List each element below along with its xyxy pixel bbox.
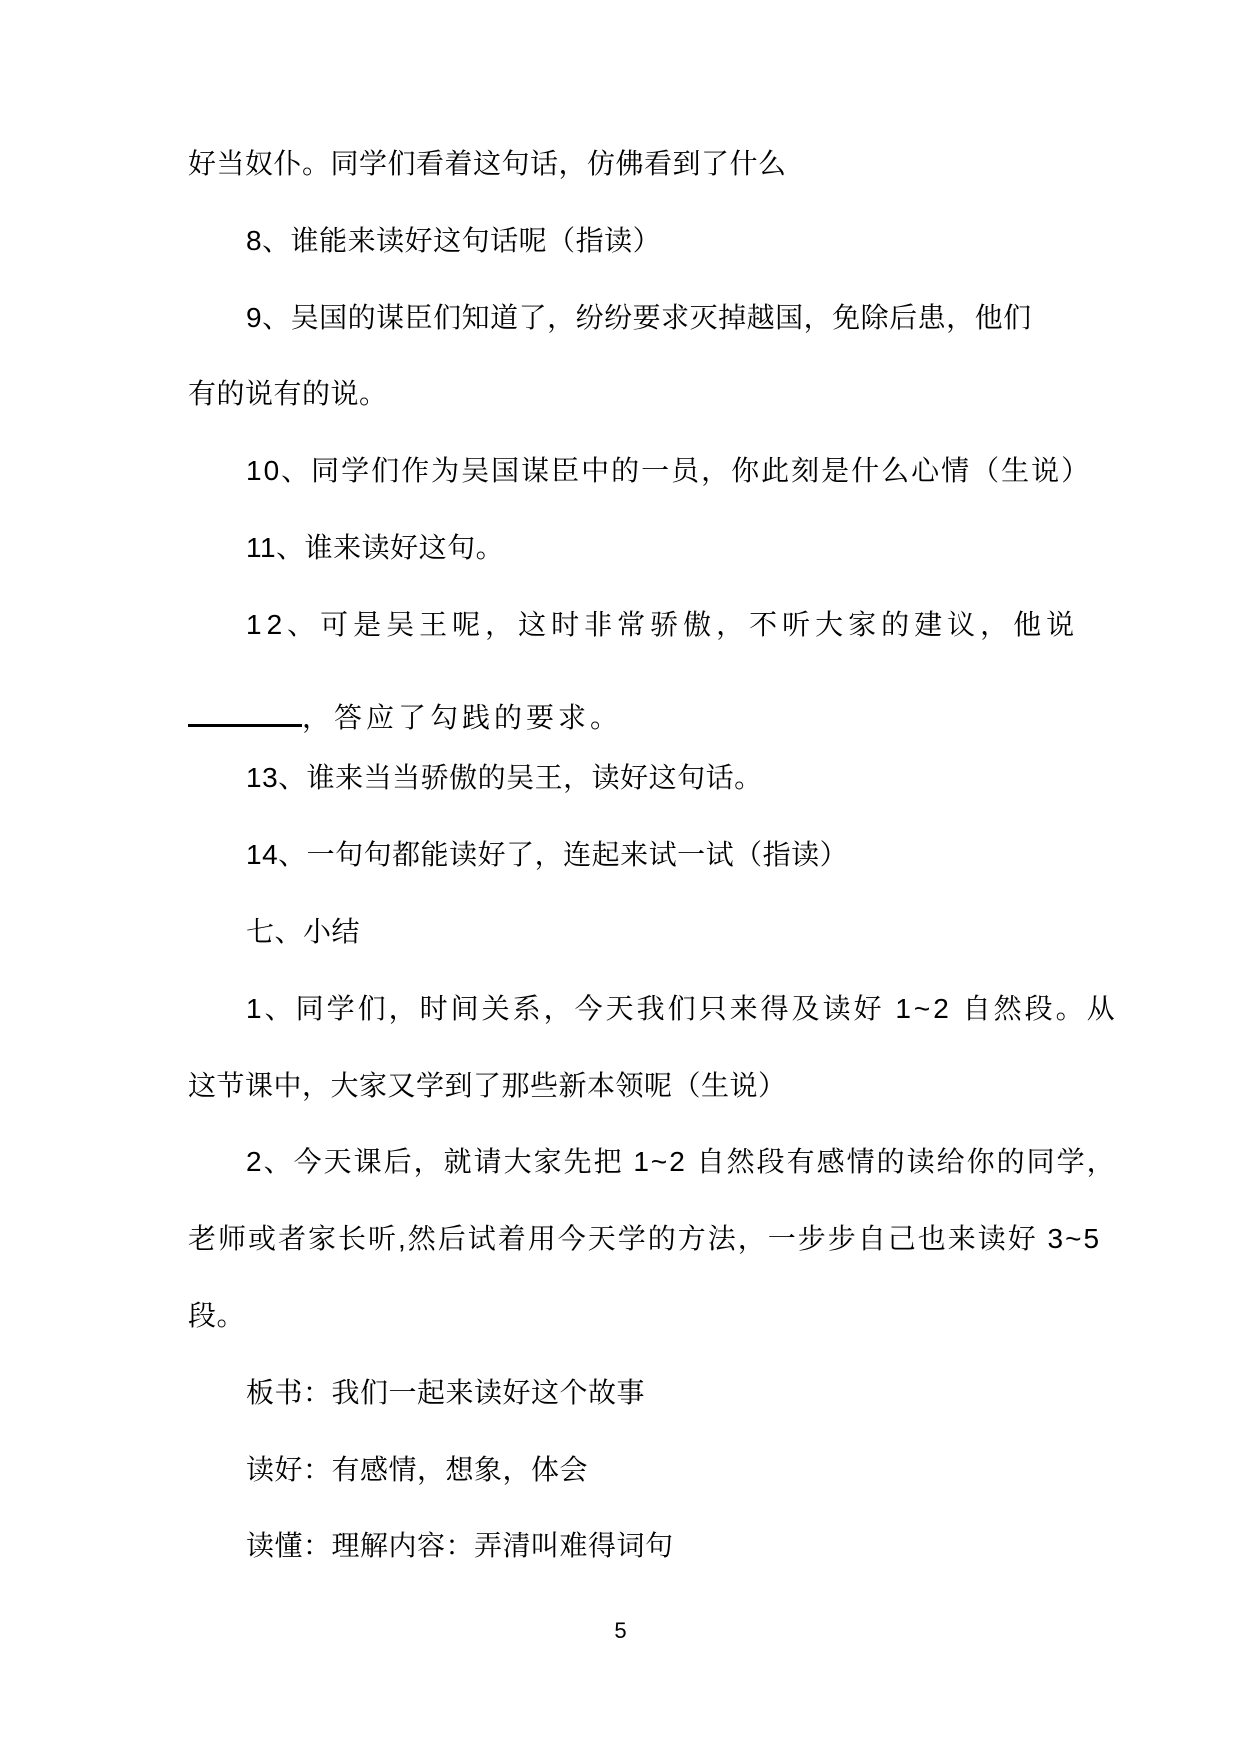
doc-line-2: 9、吴国的谋臣们知道了，纷纷要求灭掉越国，免除后患，他们: [246, 301, 1032, 333]
doc-line-11: 1、同学们，时间关系，今天我们只来得及读好 1~2 自然段。从: [246, 992, 1118, 1024]
text-block: [188, 126, 1118, 1585]
doc-line-17: 读好：有感情，想象，体会: [246, 1453, 589, 1485]
doc-line-14: 老师或者家长听,然后试着用今天学的方法，一步步自己也来读好 3~5: [188, 1223, 1102, 1255]
doc-line-7: [188, 664, 1054, 741]
doc-line-16: 板书：我们一起来读好这个故事: [246, 1376, 646, 1408]
doc-line-8: 13、谁来当当骄傲的吴王，读好这句话。: [246, 762, 763, 794]
doc-line-1: 8、谁能来读好这句话呢（指读）: [246, 224, 662, 256]
doc-line-10: 七、小结: [246, 915, 361, 947]
doc-line-18: 读懂：理解内容：弄清叫难得词句: [246, 1530, 674, 1562]
doc-line-5: 11、谁来读好这句。: [246, 531, 505, 563]
doc-line-3: 有的说有的说。: [188, 378, 388, 410]
doc-line-13: 2、今天课后，就请大家先把 1~2 自然段有感情的读给你的同学，: [246, 1146, 1117, 1178]
doc-line-4: 10、同学们作为吴国谋臣中的一员，你此刻是什么心情（生说）: [246, 455, 1092, 487]
doc-line-6: 12、可是吴王呢，这时非常骄傲，不听大家的建议，他说: [246, 608, 1080, 640]
doc-line-7-text: ，答应了勾践的要求。: [302, 701, 623, 733]
page-number: 5: [614, 1618, 627, 1643]
doc-line-15: 段。: [188, 1299, 246, 1331]
doc-line-0: 好当奴仆。同学们看着这句话，仿佛看到了什么: [188, 148, 787, 179]
doc-line-12: 这节课中，大家又学到了那些新本领呢（生说）: [188, 1069, 787, 1101]
fill-in-blank: [188, 664, 302, 727]
doc-line-9: 14、一句句都能读好了，连起来试一试（指读）: [246, 839, 849, 871]
